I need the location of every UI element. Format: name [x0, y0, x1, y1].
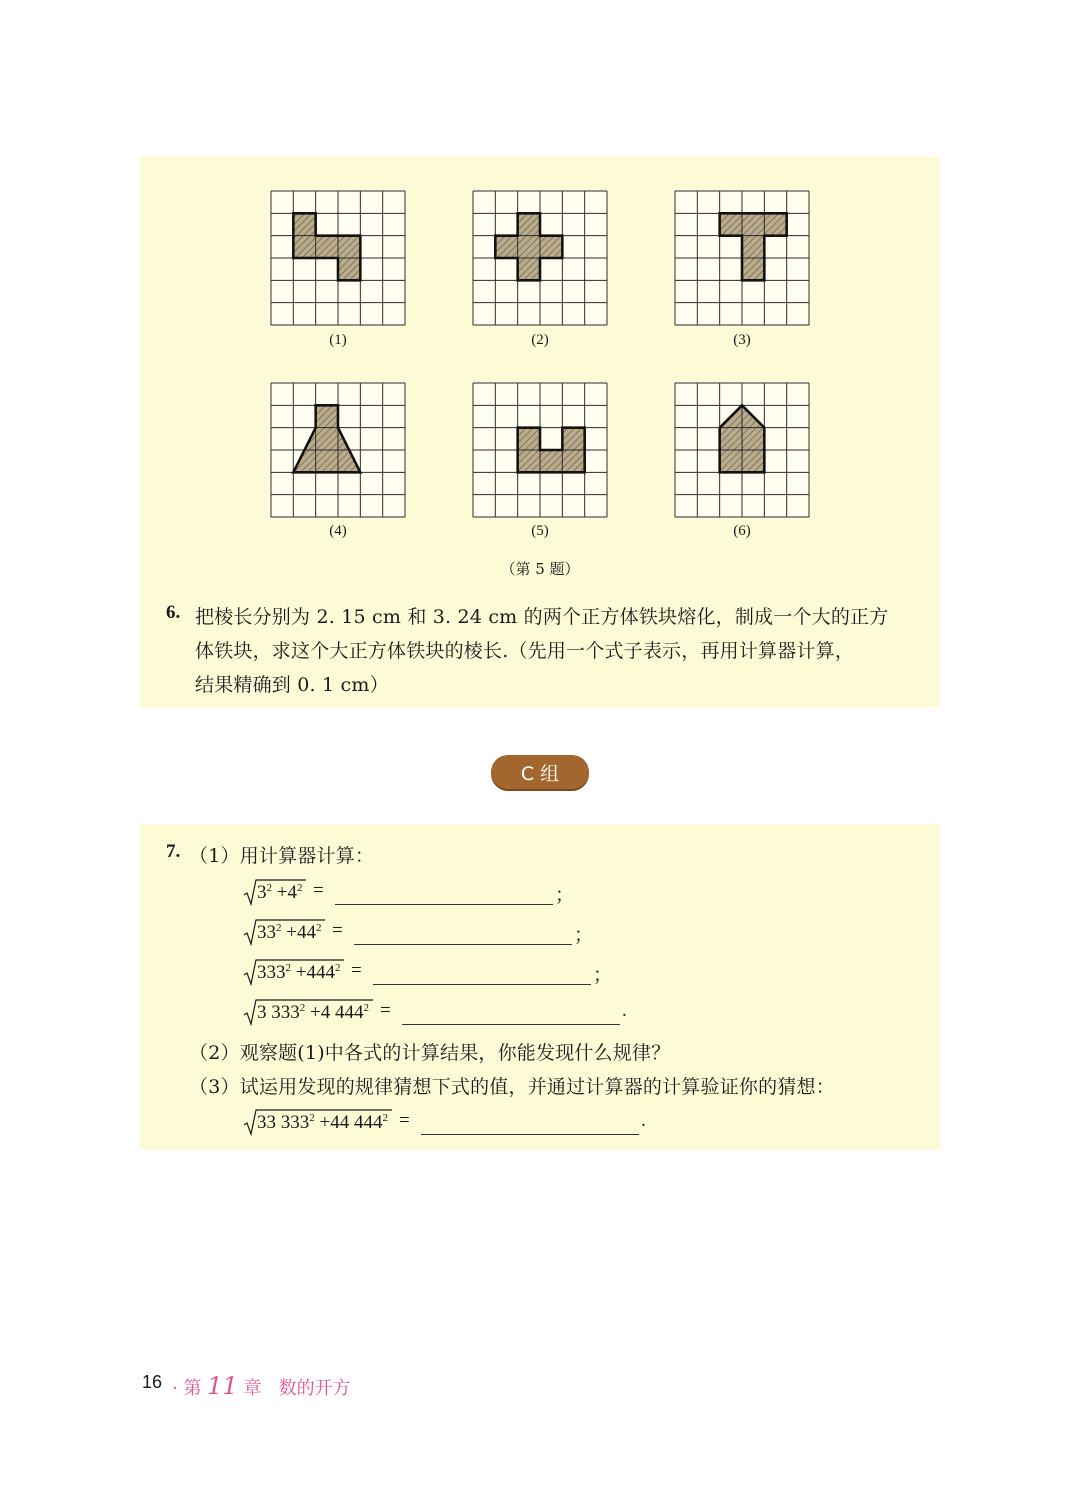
- radicand: [257, 922, 321, 944]
- exponent: 2: [276, 922, 282, 934]
- chapter-title: 数的开方: [278, 1378, 351, 1399]
- answer-blank[interactable]: [335, 904, 553, 905]
- end-punctuation: ；: [574, 925, 594, 946]
- question-7-number: 7.: [166, 841, 181, 862]
- figure-label-2: (2): [531, 332, 549, 348]
- end-punctuation: ；: [593, 965, 613, 986]
- base-a: 333: [257, 962, 286, 983]
- exponent: 2: [309, 1112, 315, 1124]
- question-7-part-1: （1）用计算器计算：: [189, 845, 375, 867]
- figure-label-1: (1): [329, 332, 347, 348]
- exponent: 2: [363, 1002, 369, 1014]
- base-b: 44: [296, 922, 316, 943]
- chapter-reference: [172, 1372, 351, 1400]
- plus-sign: +: [281, 922, 297, 943]
- question-6-line-2: 体铁块，求这个大正方体铁块的棱长.（先用一个式子表示，再用计算器计算，: [195, 640, 855, 662]
- end-punctuation: .: [641, 1110, 646, 1131]
- plus-sign: +: [272, 882, 288, 903]
- exponent: 2: [334, 962, 341, 974]
- figure-label-5: (5): [531, 523, 549, 539]
- exponent: 2: [315, 922, 322, 934]
- plus-sign: +: [314, 1112, 331, 1133]
- base-a: 3: [257, 882, 267, 903]
- base-b: 444: [306, 962, 335, 983]
- end-punctuation: .: [622, 1000, 627, 1021]
- radicand: [257, 882, 302, 904]
- grid-figure-2: [472, 190, 608, 326]
- question-7-part-3: （3）试运用发现的规律猜想下式的值，并通过计算器的计算验证你的猜想：: [189, 1076, 835, 1098]
- group-c-badge: C 组: [491, 755, 589, 789]
- grid-figure-4: [270, 382, 406, 518]
- figure-label-6: (6): [733, 523, 751, 539]
- plus-sign: +: [305, 1002, 321, 1023]
- chapter-number: 11: [207, 1372, 238, 1400]
- answer-blank[interactable]: [421, 1134, 639, 1135]
- question-6-number: 6.: [166, 602, 181, 623]
- equals-sign: =: [399, 1110, 410, 1131]
- grid-figure-1: [270, 190, 406, 326]
- figure-caption: （第 5 题）: [500, 560, 580, 578]
- base-b: 4: [287, 882, 297, 903]
- footer-bullet: ·: [172, 1378, 178, 1399]
- exponent: 2: [382, 1112, 388, 1124]
- equals-sign: =: [380, 1000, 391, 1021]
- radicand: [257, 1002, 369, 1024]
- radicand: [257, 962, 340, 984]
- base-a: 3 333: [257, 1002, 300, 1023]
- grid-figure-6: [674, 382, 810, 518]
- exponent: 2: [285, 962, 291, 974]
- question-6-line-1: 把棱长分别为 2. 15 cm 和 3. 24 cm 的两个正方体铁块熔化，制成一个大的正方: [195, 606, 889, 628]
- radicand: [257, 1112, 388, 1134]
- figure-label-3: (3): [733, 332, 751, 348]
- exponent: 2: [299, 1002, 306, 1014]
- question-6-line-3: 结果精确到 0. 1 cm）: [195, 674, 389, 696]
- base-a: 33 333: [257, 1112, 310, 1133]
- plus-sign: +: [291, 962, 307, 983]
- exponent: 2: [266, 882, 272, 894]
- chapter-suffix: 章: [243, 1378, 262, 1399]
- answer-blank[interactable]: [402, 1024, 620, 1025]
- base-b: 44 444: [330, 1112, 383, 1133]
- figure-label-4: (4): [329, 523, 347, 539]
- chapter-prefix: 第: [183, 1378, 202, 1399]
- page-number: 16: [142, 1372, 163, 1392]
- question-7-part-2: （2）观察题(1)中各式的计算结果，你能发现什么规律？: [189, 1042, 671, 1064]
- grid-figure-3: [674, 190, 810, 326]
- equals-sign: =: [351, 960, 362, 981]
- base-a: 33: [257, 922, 276, 943]
- answer-blank[interactable]: [354, 944, 572, 945]
- equals-sign: =: [332, 920, 343, 941]
- exponent: 2: [296, 882, 303, 894]
- base-b: 4 444: [320, 1002, 364, 1023]
- end-punctuation: ；: [555, 885, 575, 906]
- equals-sign: =: [313, 880, 324, 901]
- grid-figure-5: [472, 382, 608, 518]
- answer-blank[interactable]: [373, 984, 591, 985]
